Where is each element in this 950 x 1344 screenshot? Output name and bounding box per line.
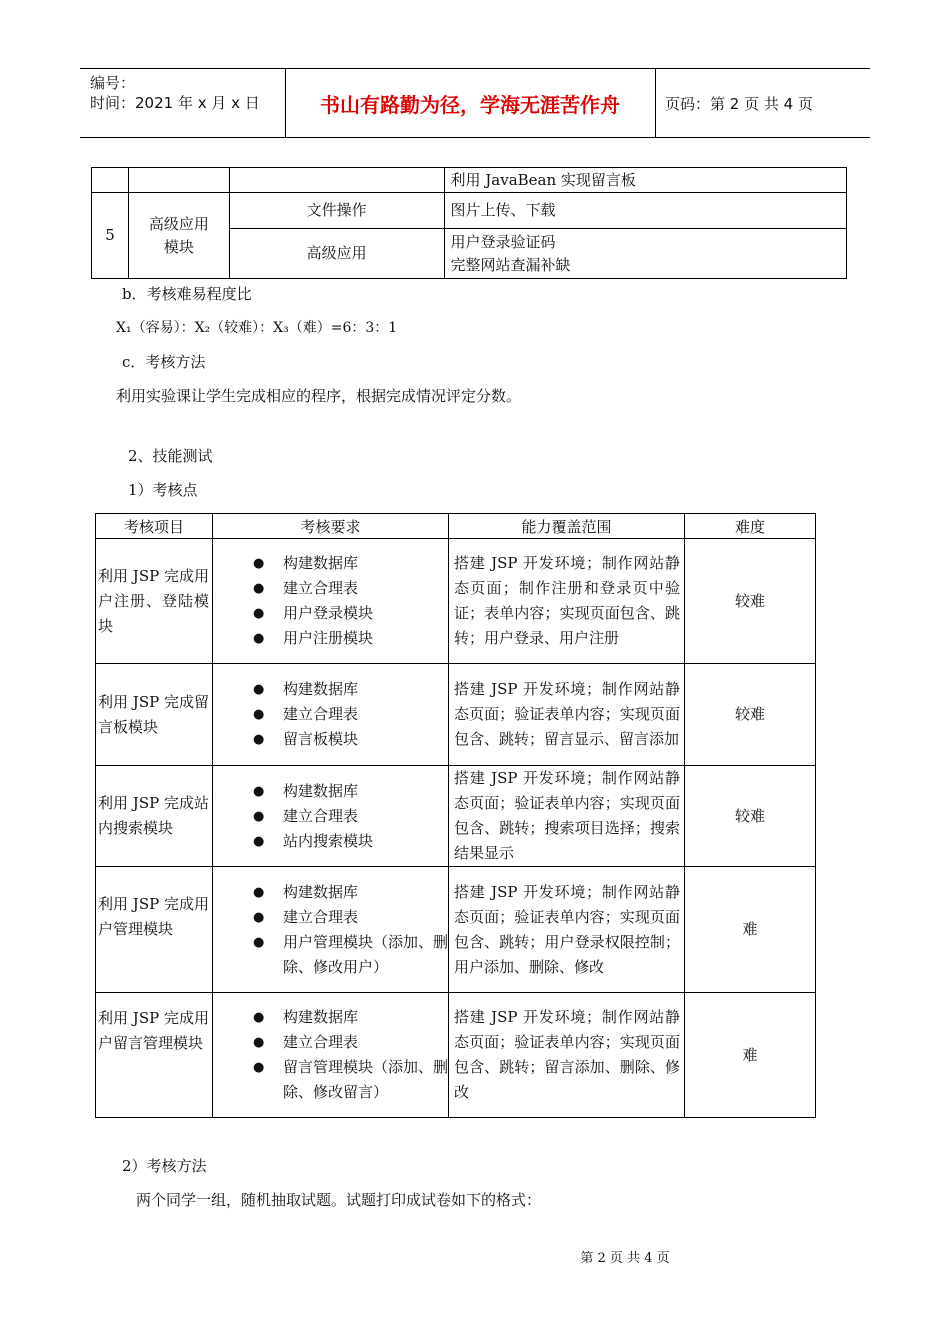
difficulty-ratio: X₁（容易）：X₂（较难）：X₃（难）=6：3：1 (116, 320, 398, 336)
coverage-cell: 搭建 JSP 开发环境；制作网站静态页面；验证表单内容；实现页面包含、跳转；留言添加、删除、修改 (449, 993, 685, 1118)
list-item: ● 构建数据库 (253, 1005, 448, 1030)
list-item: ● 构建数据库 (253, 677, 448, 702)
requirement-cell (213, 539, 449, 664)
item-cell: 利用 JSP 完成站内搜索模块 (96, 766, 213, 867)
requirement-cell (213, 766, 449, 867)
header-page-label: 页码：第 2 页 共 4 页 (665, 94, 813, 113)
list-item: ● 构建数据库 (253, 779, 448, 804)
list-item: ● 建立合理表 (253, 804, 448, 829)
submodule-name-cell: 文件操作 (229, 193, 444, 229)
requirement-cell (213, 664, 449, 766)
method-text: 两个同学一组，随机抽取试题。试题打印成试卷如下的格式： (136, 1191, 542, 1209)
column-header: 难度 (685, 514, 816, 539)
module-index-cell: 5 (92, 193, 129, 279)
table-row (96, 867, 816, 993)
requirement-list (213, 677, 448, 752)
difficulty-cell: 难 (685, 993, 816, 1118)
item-cell: 利用 JSP 完成用户留言管理模块 (96, 993, 213, 1118)
module-content-cell: 图片上传、下载 (444, 193, 846, 229)
item-cell: 利用 JSP 完成留言板模块 (96, 664, 213, 766)
list-item: ● 构建数据库 (253, 880, 448, 905)
method-title: 2）考核方法 (122, 1157, 207, 1175)
header-motto: 书山有路勤为径，学海无涯苦作舟 (320, 92, 620, 117)
skills-table (95, 513, 816, 1118)
section-c-title: c．考核方法 (122, 353, 206, 371)
column-header: 考核项目 (96, 514, 213, 539)
coverage-cell: 搭建 JSP 开发环境；制作网站静态页面；验证表单内容；实现页面包含、跳转；搜索项目选择；搜索结果显示 (449, 766, 685, 867)
requirement-list (213, 1005, 448, 1105)
module-content-line: 用户登录验证码 (450, 232, 556, 251)
list-item: ● 建立合理表 (253, 905, 448, 930)
list-item: ● 站内搜索模块 (253, 829, 448, 854)
table-row (96, 766, 816, 867)
section-c-text: 利用实验课让学生完成相应的程序，根据完成情况评定分数。 (116, 387, 522, 405)
header-divider (655, 69, 656, 137)
list-item: ● 留言管理模块（添加、删除、修改留言） (253, 1055, 448, 1105)
list-item: ● 留言板模块 (253, 727, 448, 752)
page-footer: 第 2 页 共 4 页 (580, 1251, 670, 1266)
table-row (96, 664, 816, 766)
requirement-list (213, 779, 448, 854)
requirement-list (213, 880, 448, 980)
list-item: ● 用户登录模块 (253, 601, 448, 626)
list-item: ● 用户注册模块 (253, 626, 448, 651)
document-number-label: 编号： (90, 74, 136, 92)
table-row (92, 168, 847, 193)
header-meta (90, 73, 260, 113)
difficulty-cell: 难 (685, 867, 816, 993)
coverage-cell: 搭建 JSP 开发环境；制作网站静态页面；制作注册和登录页中验证；表单内容；实现页面包含、跳转；用户登录、用户注册 (449, 539, 685, 664)
table-row (92, 193, 847, 229)
column-header: 能力覆盖范围 (449, 514, 685, 539)
table-row (96, 539, 816, 664)
list-item: ● 建立合理表 (253, 1030, 448, 1055)
coverage-cell: 搭建 JSP 开发环境；制作网站静态页面；验证表单内容；实现页面包含、跳转；用户登录权限控制；用户添加、删除、修改 (449, 867, 685, 993)
list-item: ● 构建数据库 (253, 551, 448, 576)
item-cell: 利用 JSP 完成用户管理模块 (96, 867, 213, 993)
module-content-cell: 利用 JavaBean 实现留言板 (444, 168, 846, 193)
table-header-row (96, 514, 816, 539)
list-item: ● 用户管理模块（添加、删除、修改用户） (253, 930, 448, 980)
submodule-name-cell: 高级应用 (229, 229, 444, 279)
table-row (96, 993, 816, 1118)
section-b-title: b．考核难易程度比 (122, 285, 252, 303)
requirement-list (213, 551, 448, 651)
skills-section-title: 2、技能测试 (128, 447, 213, 465)
page-header (80, 68, 870, 138)
module-content-line: 完整网站查漏补缺 (450, 255, 571, 274)
coverage-cell: 搭建 JSP 开发环境；制作网站静态页面；验证表单内容；实现页面包含、跳转；留言显示、留言添加 (449, 664, 685, 766)
assessment-points-title: 1）考核点 (128, 481, 198, 499)
module-content-cell (444, 229, 846, 279)
requirement-cell (213, 867, 449, 993)
column-header: 考核要求 (213, 514, 449, 539)
module-name-cell: 高级应用模块 (128, 193, 229, 279)
difficulty-cell: 较难 (685, 664, 816, 766)
list-item: ● 建立合理表 (253, 702, 448, 727)
requirement-cell (213, 993, 449, 1118)
difficulty-cell: 较难 (685, 539, 816, 664)
list-item: ● 建立合理表 (253, 576, 448, 601)
document-date-label: 时间：2021 年 x 月 x 日 (90, 94, 260, 112)
difficulty-cell: 较难 (685, 766, 816, 867)
item-cell: 利用 JSP 完成用户注册、登陆模块 (96, 539, 213, 664)
module-table (91, 167, 847, 279)
